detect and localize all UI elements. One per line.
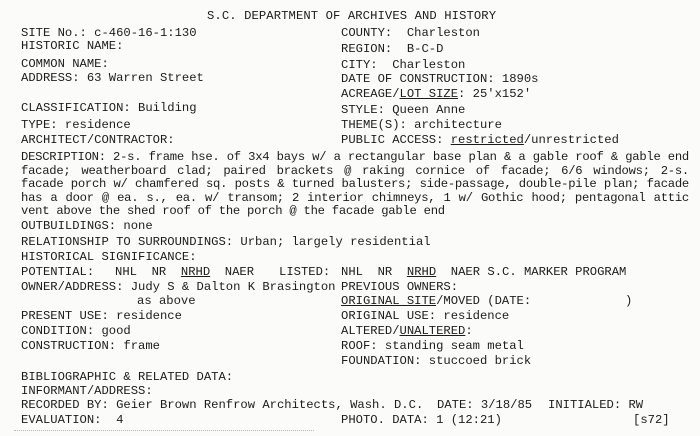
public-access-label: PUBLIC ACCESS: — [341, 133, 451, 147]
public-access-unrestricted: /unrestricted — [523, 133, 619, 147]
present-use: PRESENT USE: residence — [21, 309, 182, 323]
county: COUNTY: Charleston — [341, 26, 480, 40]
listed-marker-program: S.C. MARKER PROGRAM — [487, 265, 627, 279]
architect-contractor: ARCHITECT/CONTRACTOR: — [21, 133, 175, 147]
address: ADDRESS: 63 Warren Street — [21, 71, 204, 85]
type: TYPE: residence — [21, 118, 131, 132]
bibliographic-data: BIBLIOGRAPHIC & RELATED DATA: — [21, 370, 234, 384]
historical-significance: HISTORICAL SIGNIFICANCE: — [21, 250, 197, 264]
public-access — [341, 134, 619, 148]
potential-nr: NR — [151, 265, 167, 279]
historic-name: HISTORIC NAME: — [21, 39, 124, 53]
original-site: ORIGINAL SITE — [341, 294, 437, 308]
outbuildings: OUTBUILDINGS: none — [21, 219, 153, 233]
potential-naer: NAER — [224, 265, 255, 279]
altered: ALTERED/ — [341, 324, 400, 338]
potential-nrhd: NRHD — [180, 265, 211, 279]
listed-nrhd: NRHD — [406, 265, 437, 279]
previous-owners: PREVIOUS OWNERS: — [341, 280, 459, 294]
altered-colon: : — [465, 324, 473, 338]
owner-address: OWNER/ADDRESS: Judy S & Dalton K Brasington — [21, 280, 336, 294]
lot-size-label: LOT SIZE — [399, 87, 459, 101]
moved-date: /MOVED (DATE: — [436, 294, 532, 308]
card-bottom-edge — [14, 430, 314, 434]
informant-address: INFORMANT/ADDRESS: — [21, 384, 153, 398]
condition: CONDITION: good — [21, 324, 131, 338]
evaluation: EVALUATION: 4 — [21, 413, 124, 427]
foundation: FOUNDATION: stuccoed brick — [341, 354, 532, 368]
potential-options — [115, 266, 254, 280]
listed-options — [341, 266, 626, 280]
classification: CLASSIFICATION: Building — [21, 101, 197, 115]
potential-label: POTENTIAL: — [21, 265, 95, 279]
region: REGION: B-C-D — [341, 42, 444, 56]
listed-nr: NR — [377, 265, 393, 279]
recorded-by: RECORDED BY: Geier Brown Renfrow Architects, Wash. D.C. — [21, 398, 424, 412]
relationship-to-surroundings: RELATIONSHIP TO SURROUNDINGS: Urban; largely residential — [21, 235, 431, 249]
common-name: COMMON NAME: — [21, 57, 109, 71]
site-number: SITE No.: c-460-16-1:130 — [21, 26, 197, 40]
listed-naer: NAER — [450, 265, 481, 279]
photo-reference: [s72] — [633, 413, 670, 427]
description: DESCRIPTION: 2-s. frame hse. of 3x4 bays w/ a rectangular base plan & a gable roof & gable end facade; weatherboard clad; paired brackets @ raking cornice of facade; 6/6 windows; 2-s. facade porch w/ chamfered sq. posts & turned balusters; side-passage, double-pile plan; facade has a door @ ea. s., ea. w/ transom; 2 interior chimneys, 1 w/ Gothic hood; pentagonal attic vent above the shed roof of the porch @ the facade gable end — [21, 150, 689, 219]
initialed: INITIALED: RW — [548, 398, 644, 412]
card-title: S.C. DEPARTMENT OF ARCHIVES AND HISTORY — [207, 9, 497, 23]
moved-date-close: ) — [625, 294, 633, 308]
date-of-construction: DATE OF CONSTRUCTION: 1890s — [341, 72, 539, 86]
listed-nhl: NHL — [341, 265, 363, 279]
themes: THEME(S): architecture — [341, 118, 502, 132]
altered-unaltered — [341, 325, 473, 339]
potential-nhl: NHL — [115, 265, 137, 279]
city: CITY: Charleston — [341, 58, 466, 72]
roof: ROOF: standing seam metal — [341, 339, 524, 353]
unaltered: UNALTERED — [399, 324, 466, 338]
owner-address-continued: as above — [137, 294, 196, 308]
acreage-lot-size — [341, 88, 531, 102]
construction: CONSTRUCTION: frame — [21, 339, 160, 353]
photo-data: PHOTO. DATA: 1 (12:21) — [341, 413, 502, 427]
original-site-moved — [341, 295, 531, 309]
acreage-label: ACREAGE/ — [341, 87, 400, 101]
style: STYLE: Queen Anne — [341, 103, 466, 117]
lot-size-value: : 25'x152' — [458, 87, 532, 101]
public-access-restricted: restricted — [450, 133, 524, 147]
record-date: DATE: 3/18/85 — [437, 398, 533, 412]
original-use: ORIGINAL USE: residence — [341, 309, 510, 323]
listed-label: LISTED: — [279, 265, 331, 279]
